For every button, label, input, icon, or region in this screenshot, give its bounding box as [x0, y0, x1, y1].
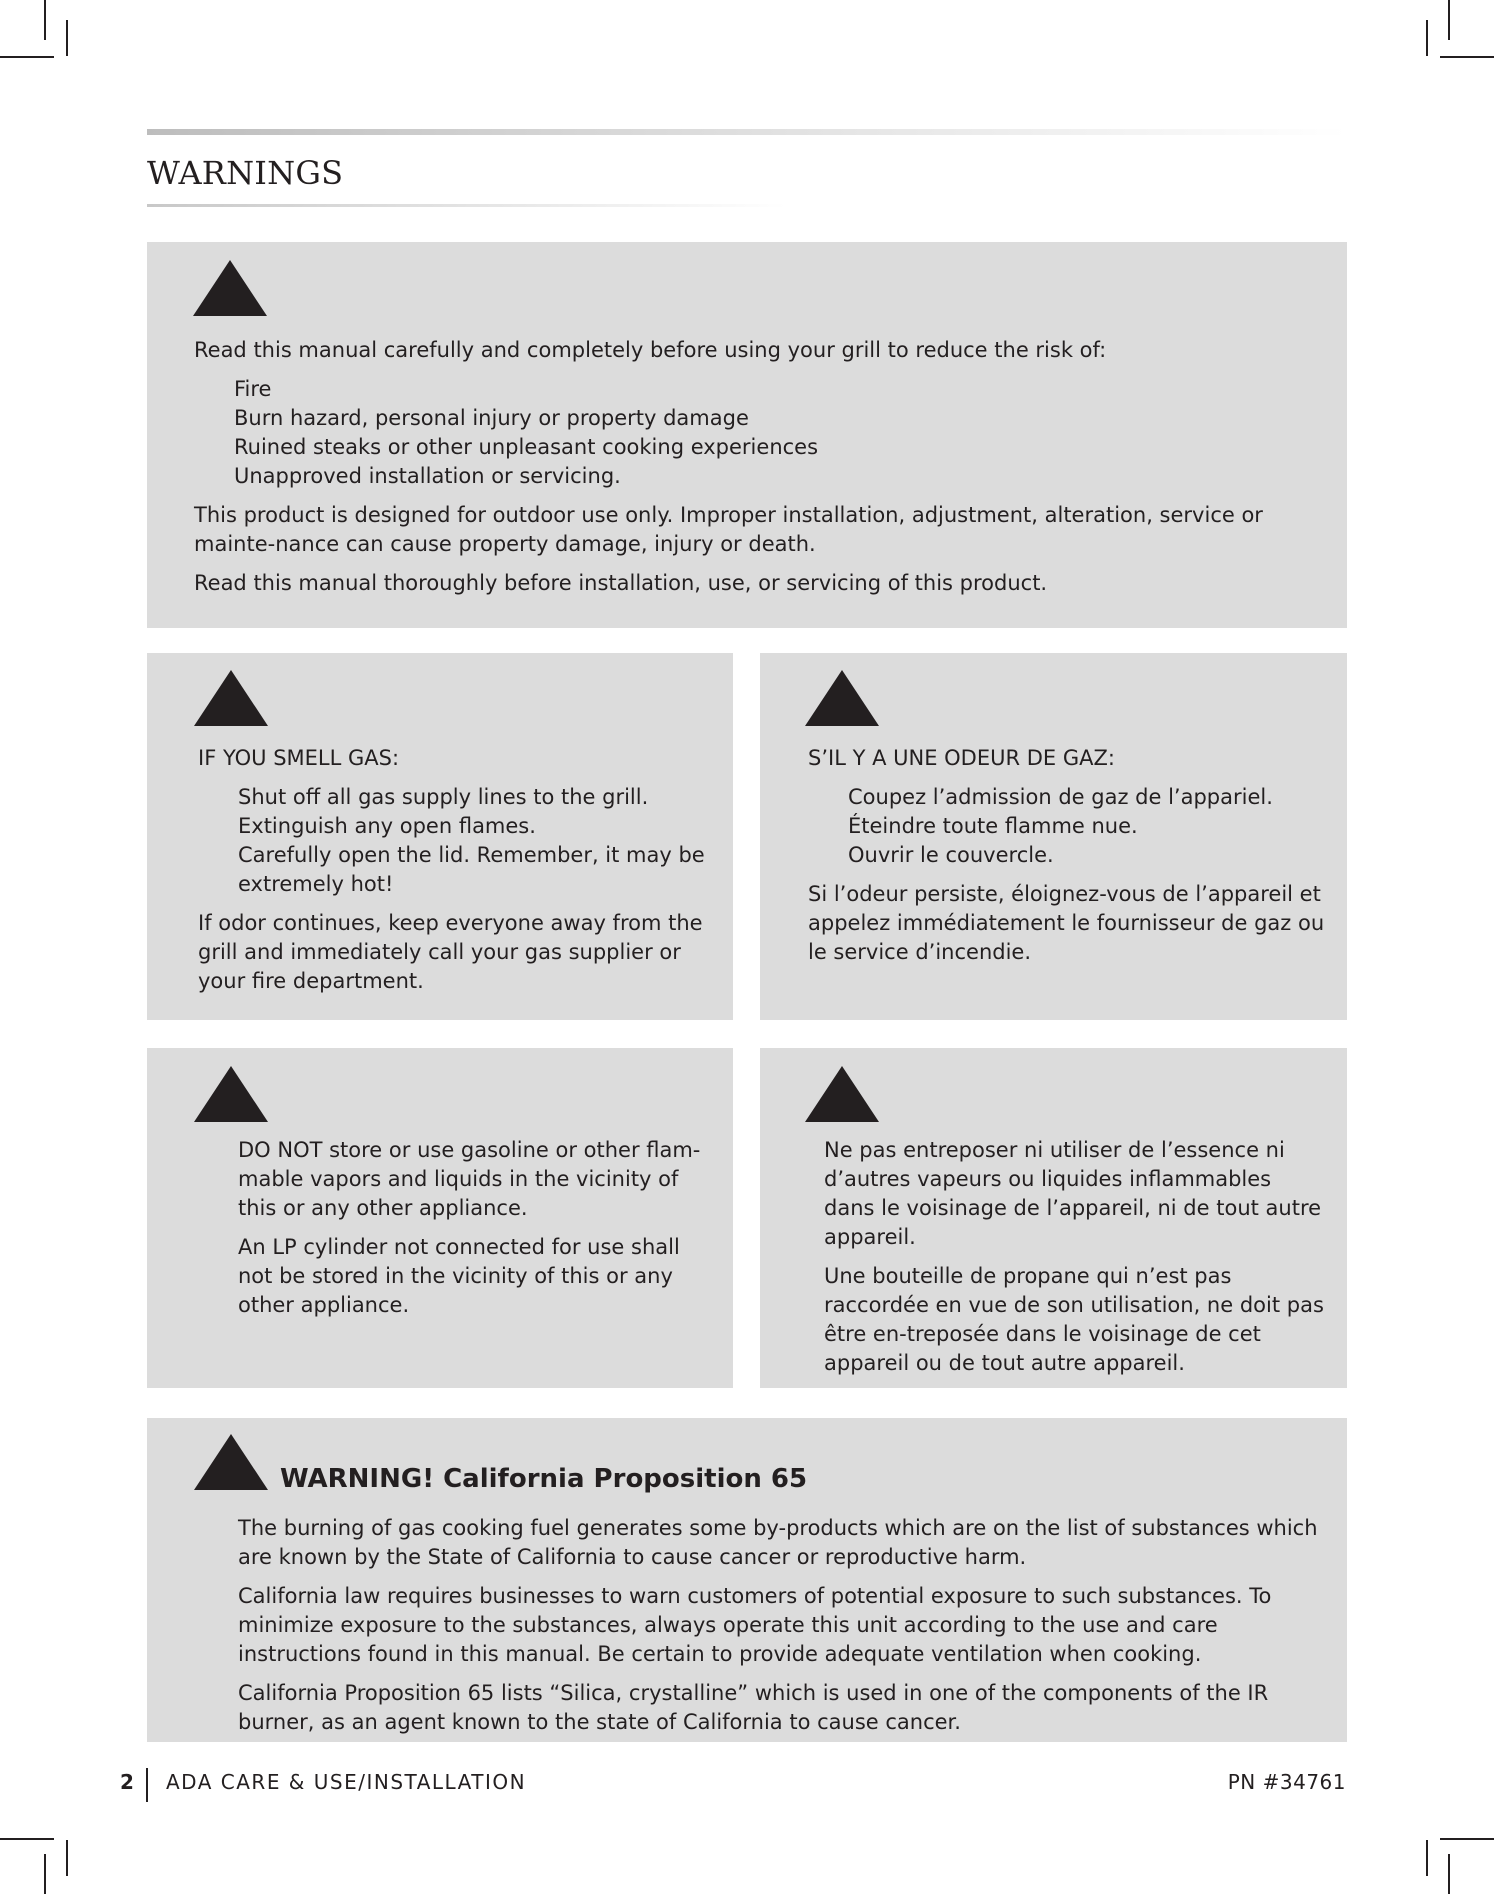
warning-triangle-icon	[805, 670, 879, 726]
crop-mark	[1426, 1840, 1428, 1876]
footer-separator	[146, 1768, 148, 1802]
risk-list	[194, 375, 1314, 491]
list-item: Éteindre toute flamme nue.	[848, 814, 1138, 838]
crop-mark	[0, 56, 54, 58]
crop-mark	[66, 20, 68, 56]
warning-triangle-icon	[194, 1066, 268, 1122]
gas-after-en: If odor continues, keep everyone away from the grill and immediately call your gas supplier or your fire department.	[198, 911, 703, 993]
outdoor-use-paragraph: This product is designed for outdoor use only. Improper installation, adjustment, alteration, service or mainte-nance can cause property damage, injury or death.	[194, 503, 1263, 556]
storage-para1-en: DO NOT store or use gasoline or other flam-mable vapors and liquids in the vicinity of this or any other appliance.	[238, 1138, 701, 1220]
list-item: Shut off all gas supply lines to the grill.	[238, 785, 649, 809]
list-item: Ruined steaks or other unpleasant cooking experiences	[234, 435, 819, 459]
gas-smell-text-en	[198, 744, 718, 1006]
list-item: Coupez l’admission de gaz de l’appariel.	[848, 785, 1273, 809]
header-bar	[147, 129, 1347, 135]
prop65-para2: California law requires businesses to warn customers of potential exposure to such substances. To minimize exposure to the substances, always operate this unit according to the use and care instructions found in this manual. Be certain to provide adequate ventilation when cooking.	[238, 1584, 1272, 1666]
footer-section: ADA CARE & USE/INSTALLATION	[166, 1770, 527, 1794]
list-item: Ouvrir le couvercle.	[848, 843, 1054, 867]
crop-mark	[1426, 20, 1428, 56]
prop65-para1: The burning of gas cooking fuel generates some by-products which are on the list of substances which are known by the State of California to cause cancer or reproductive harm.	[238, 1516, 1318, 1569]
crop-mark	[44, 1854, 46, 1894]
warning-triangle-icon	[194, 1434, 268, 1490]
page-title: WARNINGS	[147, 154, 344, 192]
storage-text-fr	[824, 1136, 1324, 1388]
general-warning-text	[194, 336, 1314, 608]
storage-para2-en: An LP cylinder not connected for use shall not be stored in the vicinity of this or any other appliance.	[238, 1235, 680, 1317]
list-item: Carefully open the lid. Remember, it may be extremely hot!	[238, 843, 705, 896]
crop-mark	[1440, 1838, 1494, 1840]
read-manual-paragraph: Read this manual thoroughly before installation, use, or servicing of this product.	[194, 571, 1048, 595]
prop65-para3: California Proposition 65 lists “Silica, crystalline” which is used in one of the components of the IR burner, as an agent known to the state of California to cause cancer.	[238, 1681, 1269, 1734]
list-item: Burn hazard, personal injury or property damage	[234, 406, 749, 430]
storage-para1-fr: Ne pas entreposer ni utiliser de l’essence ni d’autres vapeurs ou liquides inflammables dans le voisinage de l’appareil, ni de tout autre appareil.	[824, 1138, 1322, 1249]
list-item: Unapproved installation or servicing.	[234, 464, 621, 488]
list-item: Extinguish any open flames.	[238, 814, 536, 838]
title-rule	[147, 204, 787, 207]
gas-smell-heading-en: IF YOU SMELL GAS:	[198, 746, 400, 770]
warning-triangle-icon	[805, 1066, 879, 1122]
storage-text-en	[238, 1136, 708, 1330]
gas-steps-fr	[808, 783, 1328, 870]
general-intro: Read this manual carefully and completely before using your grill to reduce the risk of:	[194, 338, 1107, 362]
footer-part-number: PN #34761	[1227, 1770, 1346, 1794]
crop-mark	[1448, 1854, 1450, 1894]
crop-mark	[66, 1840, 68, 1876]
gas-after-fr: Si l’odeur persiste, éloignez-vous de l’appareil et appelez immédiatement le fournisseur de gaz ou le service d’incendie.	[808, 882, 1325, 964]
gas-smell-heading-fr: S’IL Y A UNE ODEUR DE GAZ:	[808, 746, 1115, 770]
storage-para2-fr: Une bouteille de propane qui n’est pas raccordée en vue de son utilisation, ne doit pas être en-treposée dans le voisinage de cet appareil ou de tout autre appareil.	[824, 1264, 1324, 1375]
page-number: 2	[120, 1770, 134, 1794]
gas-smell-text-fr	[808, 744, 1328, 977]
crop-mark	[1440, 56, 1494, 58]
crop-mark	[1448, 0, 1450, 40]
warning-triangle-icon	[194, 670, 268, 726]
gas-steps-en	[198, 783, 718, 899]
warning-triangle-icon	[193, 260, 267, 316]
crop-mark	[44, 0, 46, 40]
prop65-text	[238, 1514, 1328, 1747]
prop65-title: WARNING! California Proposition 65	[280, 1464, 808, 1494]
list-item: Fire	[234, 377, 272, 401]
crop-mark	[0, 1838, 54, 1840]
